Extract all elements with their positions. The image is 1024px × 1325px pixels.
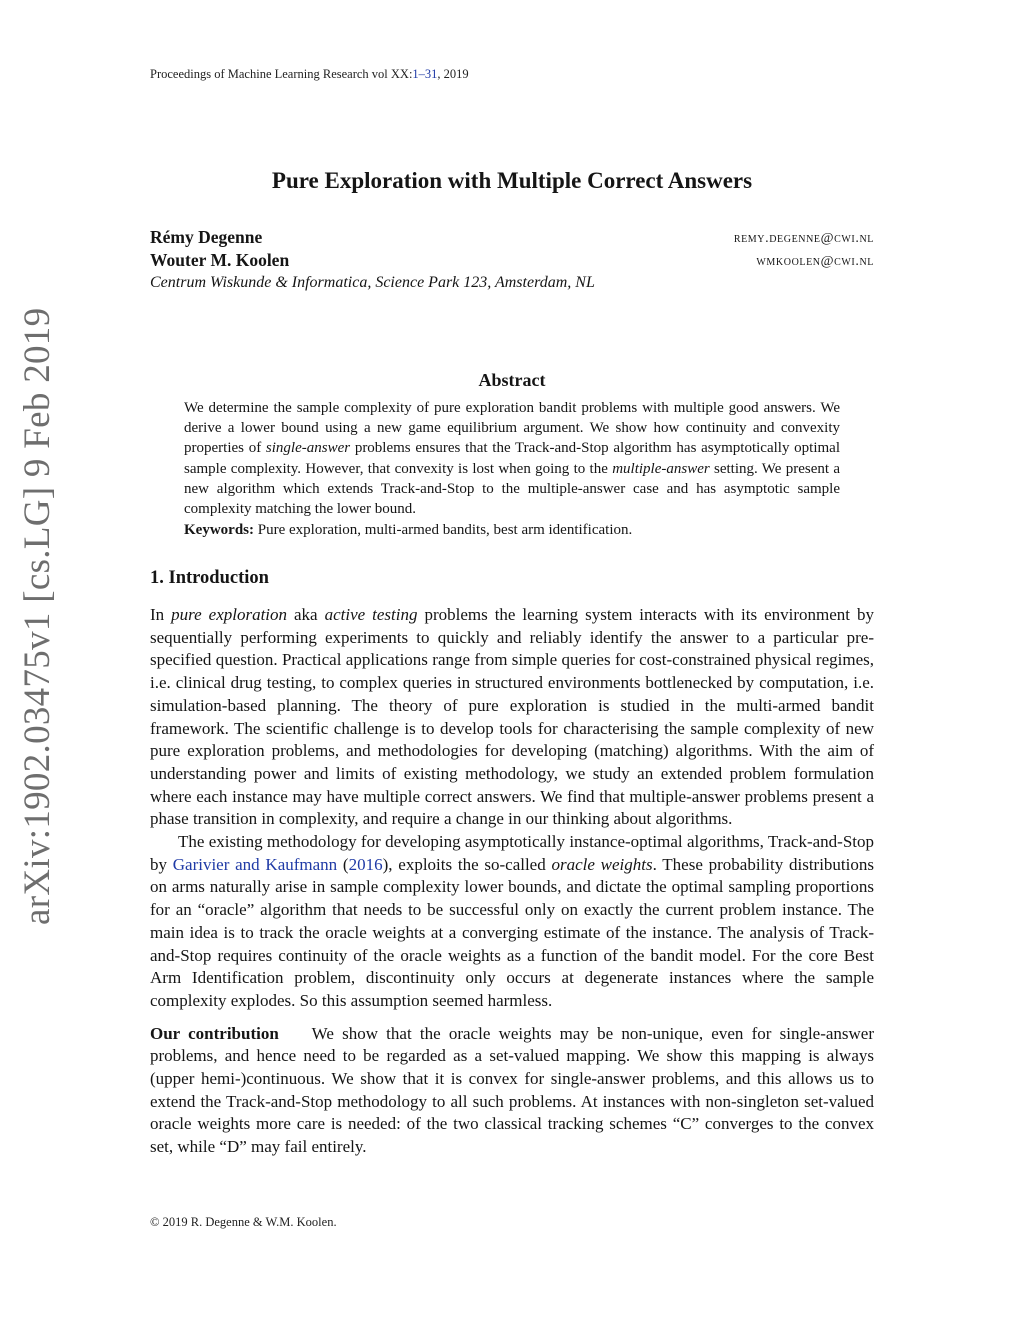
abstract-text: We determine the sample complexity of pure exploration bandit problems with multiple good answers. We derive a lower bound using a new game equilibrium argument. We show how continuity and convexity properties of xyxy=(184,400,840,457)
paragraph-heading-our-contribution: Our contribution xyxy=(150,1023,279,1043)
author-email-2: wmkoolen@cwi.nl xyxy=(756,254,874,269)
author-email-1: remy.degenne@cwi.nl xyxy=(733,231,874,246)
citation-paren: ( xyxy=(337,854,349,874)
paragraph-emphasis: active testing xyxy=(324,605,418,624)
copyright-footer xyxy=(150,1215,337,1230)
header-suffix: , 2019 xyxy=(437,67,469,81)
keywords-line xyxy=(184,520,840,540)
citation-paren: ) xyxy=(382,854,389,874)
citation-link-authors[interactable]: Garivier and Kaufmann xyxy=(172,854,338,874)
paper-title: Pure Exploration with Multiple Correct Answers xyxy=(271,168,753,193)
arxiv-identifier-stamp: arXiv:1902.03475v1 [cs.LG] 9 Feb 2019 xyxy=(17,307,58,925)
abstract-body xyxy=(184,398,840,519)
paragraph-text: The existing methodology for developing asymptotically instance-optimal algorithms, Track-and-Stop by xyxy=(150,832,874,874)
abstract-text: setting. We present a new algorithm which extends Track-and-Stop to the multiple-answer case and has asymptotic sample complexity matching the lower bound. xyxy=(184,460,840,518)
paragraph-text: . These probability distributions on arms naturally arise in sample complexity lower bounds, and dictate the optimal sampling proportions for an “oracle” algorithm that needs to be successful only on exactly the current problem instance. The main idea is to track the oracle weights at a converging estimate of the instance. The analysis of Track-and-Stop requires continuity of the oracle weights as a function of the bandit model. For the core Best Arm Identification problem, discontinuity only occurs at degenerate instances where the sample complexity explodes. So this assumption seemed harmless. xyxy=(150,854,874,1010)
author-name-2: Wouter M. Koolen xyxy=(150,250,290,270)
paragraph-emphasis: pure exploration xyxy=(171,605,288,624)
author-name-1: Rémy Degenne xyxy=(150,227,263,247)
copyright-text: 2019 R. Degenne & W.M. Koolen. xyxy=(159,1215,337,1229)
paragraph-text: We show that the oracle weights may be non-unique, even for single-answer problems, and hence need to be regarded as a set-valued mapping. We show this mapping is always (upper hemi-)continuous. We show that it is convex for single-answer problems, and this allows us to extend the Track-and-Stop methodology to all such problems. At instances with non-singleton set-valued oracle weights more care is needed: of the two classical tracking schemes “C” converges to the convex set, while “D” may fail entirely. xyxy=(150,1023,875,1157)
abstract-text: problems ensures that the Track-and-Stop algorithm has asymptotically optimal sample complexity. However, that convexity is lost when going to the xyxy=(184,440,840,477)
paragraph-text: aka xyxy=(287,605,325,624)
intro-paragraph-3 xyxy=(150,1023,874,1159)
keywords-list: Pure exploration, multi-armed bandits, best arm identification. xyxy=(254,522,633,538)
paragraph-text: problems the learning system interacts with its environment by sequentially performing experiments to quickly and reliably identify the answer to a particular pre-specified question. Practical applications range from simple queries for cost-constrained physical regimes, i.e. clinical drug testing, to complex queries in structured environments bottlenecked by computation, i.e. simulation-based planning. The theory of pure exploration is studied in the multi-armed bandit framework. The scientific challenge is to develop tools for characterising the sample complexity of new pure exploration problems, and methodologies for developing (matching) algorithms. With the aim of understanding power and limits of existing methodology, we study an extended problem formulation where each instance may have multiple correct answers. We find that multiple-answer problems present a phase transition in complexity, and require a change in our thinking about algorithms. xyxy=(150,605,874,829)
keywords-label: Keywords: xyxy=(184,522,254,538)
abstract-heading: Abstract xyxy=(478,370,546,390)
header-prefix: Proceedings of Machine Learning Research vol XX: xyxy=(150,67,413,81)
introduction-body xyxy=(150,604,874,1159)
paragraph-text: , exploits the so-called xyxy=(388,854,552,874)
paragraph-text: In xyxy=(150,605,172,624)
header-page-range-link[interactable]: 1–31 xyxy=(412,67,438,81)
abstract-emphasis: multiple-answer xyxy=(612,460,710,477)
affiliation: Centrum Wiskunde & Informatica, Science Park 123, Amsterdam, NL xyxy=(150,274,595,291)
intro-paragraph-1 xyxy=(150,604,874,831)
running-header xyxy=(150,67,469,82)
copyright-icon: © xyxy=(150,1215,160,1229)
section-heading-introduction: 1. Introduction xyxy=(150,568,269,588)
intro-paragraph-2 xyxy=(150,831,874,1013)
abstract-emphasis: single-answer xyxy=(265,440,351,457)
citation-link-year[interactable]: 2016 xyxy=(348,854,383,874)
paragraph-emphasis: oracle weights xyxy=(551,854,653,874)
